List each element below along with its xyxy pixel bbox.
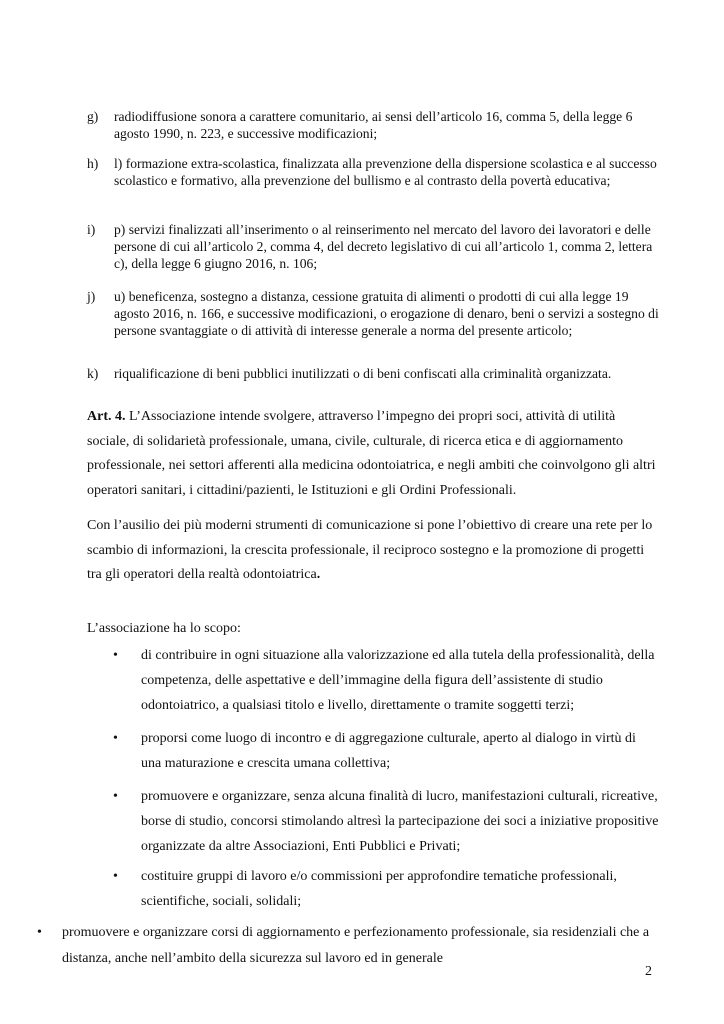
bullet-icon: • bbox=[113, 731, 118, 746]
paragraph-text: Con l’ausilio dei più moderni strumenti di comunicazione si pone l’obiettivo di creare una rete per lo scambio di informazioni, la crescita professionale, il reciproco sostegno e la promozione di progetti tra gli operatori della realtà odontoiatrica bbox=[87, 518, 653, 583]
list-text: radiodiffusione sonora a carattere comunitario, ai sensi dell’articolo 16, comma 5, della legge 6 agosto 1990, n. 223, e successive modificazioni; bbox=[114, 109, 633, 142]
list-marker: k) bbox=[87, 366, 99, 381]
list-marker: j) bbox=[87, 289, 96, 304]
scopo-intro-text: L’associazione ha lo scopo: bbox=[87, 621, 241, 636]
scopo-intro bbox=[87, 617, 659, 642]
bullet-icon: • bbox=[113, 648, 118, 663]
list-marker: i) bbox=[87, 222, 96, 237]
communication-paragraph bbox=[87, 514, 659, 588]
bullet-text: promuovere e organizzare corsi di aggiornamento e perfezionamento professionale, sia residenziali che a distanza, anche nell’ambito della sicurezza sul lavoro ed in generale bbox=[62, 925, 650, 966]
bullet-icon: • bbox=[37, 925, 42, 940]
bullet-icon: • bbox=[113, 869, 118, 884]
bullet-text: promuovere e organizzare, senza alcuna finalità di lucro, manifestazioni culturali, ricreative, borse di studio, concorsi stimolando altresì la partecipazione dei soci a iniziative propositive organizzate da altre Associazioni, Enti Pubblici e Privati; bbox=[141, 789, 659, 854]
bullet-text: di contribuire in ogni situazione alla valorizzazione ed alla tutela della professionalità, della competenza, delle aspettative e dell’immagine della figura dell’assistente di studio odontoiatrico, a qualsiasi titolo e livello, direttamente o tramite soggetti terzi; bbox=[141, 648, 655, 713]
article-text: L’Associazione intende svolgere, attraverso l’impegno dei propri soci, attività di utilità sociale, di solidarietà professionale, umana, civile, culturale, di ricerca etica e di aggiornamento professionale, nei settori afferenti alla medicina odontoiatrica, e negli ambiti che coinvolgono gli altri operatori sanitari, i cittadini/pazienti, le Istituzioni e gli Ordini Professionali. bbox=[87, 409, 656, 498]
list-text: p) servizi finalizzati all’inserimento o al reinserimento nel mercato del lavoro dei lavoratori e delle persone di cui all’articolo 2, comma 4, del decreto legislativo di cui all’articolo 1, comma 2, lettera c), della legge 6 giugno 2016, n. 106; bbox=[114, 222, 653, 272]
list-text: riqualificazione di beni pubblici inutilizzati o di beni confiscati alla criminalità organizzata. bbox=[114, 366, 612, 381]
list-text: u) beneficenza, sostegno a distanza, cessione gratuita di alimenti o prodotti di cui alla legge 19 agosto 2016, n. 166, e successive modificazioni, o erogazione di denaro, beni o servizi a sostegno di persone svantaggiate o di attività di interesse generale a norma del presente articolo; bbox=[114, 289, 659, 339]
article-4-paragraph bbox=[87, 405, 659, 503]
page-number: 2 bbox=[645, 964, 652, 979]
list-marker: h) bbox=[87, 156, 99, 171]
paragraph-end: . bbox=[316, 567, 321, 583]
article-label: Art. 4. bbox=[87, 409, 126, 424]
bullet-icon: • bbox=[113, 789, 118, 804]
bullet-text: costituire gruppi di lavoro e/o commissioni per approfondire tematiche professionali, scientifiche, sociali, solidali; bbox=[141, 869, 617, 909]
list-marker: g) bbox=[87, 109, 99, 124]
bullet-text: proporsi come luogo di incontro e di aggregazione culturale, aperto al dialogo in virtù di una maturazione e crescita umana collettiva; bbox=[141, 731, 636, 771]
list-text: l) formazione extra-scolastica, finalizzata alla prevenzione della dispersione scolastica e al successo scolastico e formativo, alla prevenzione del bullismo e al contrasto della povertà educativa; bbox=[114, 156, 657, 189]
